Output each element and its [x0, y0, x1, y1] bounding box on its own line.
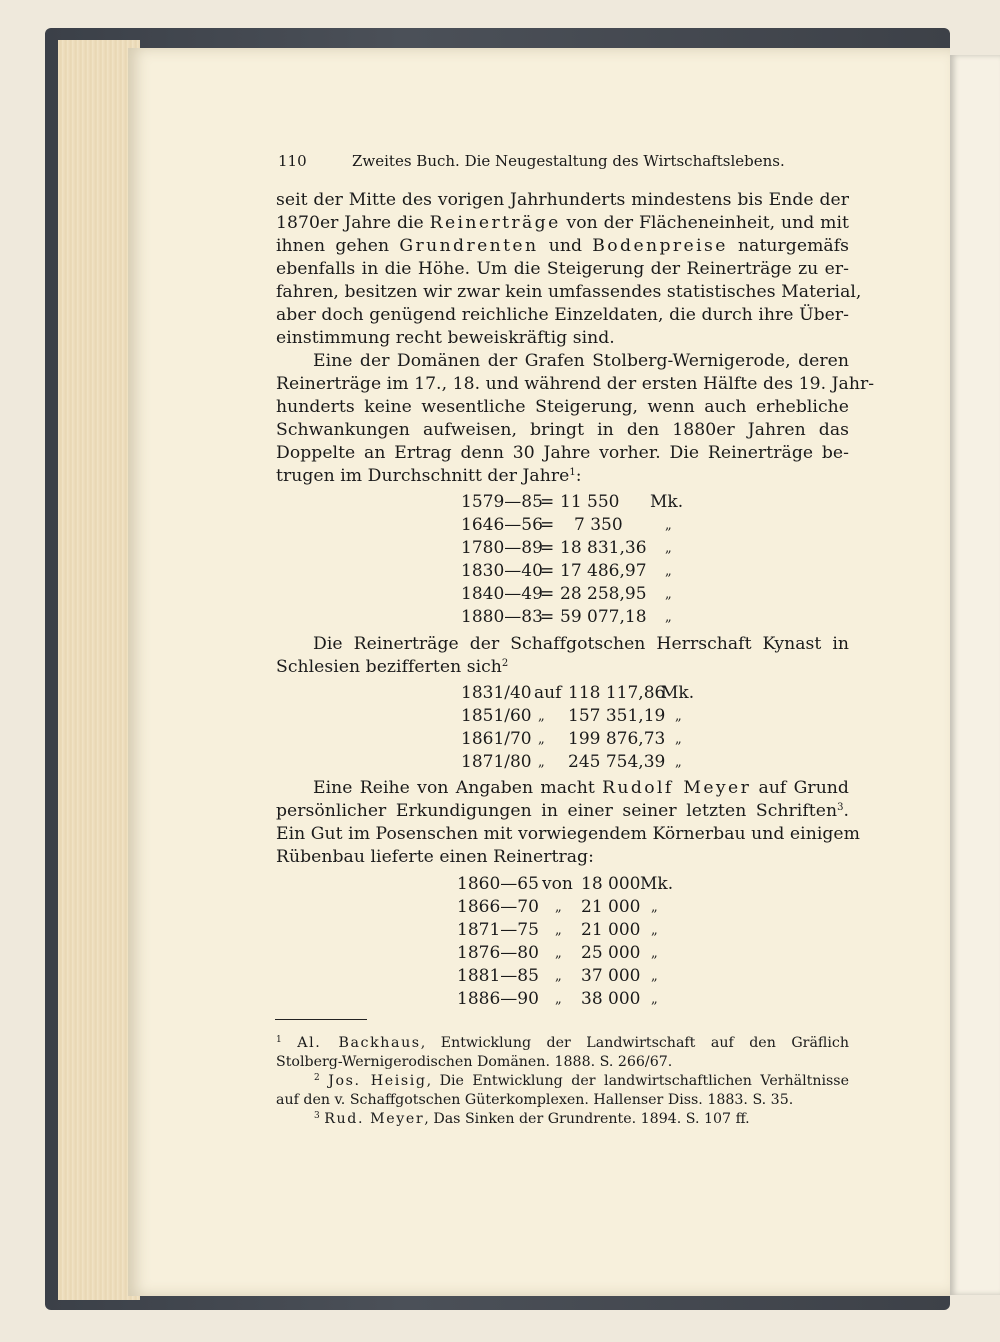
text-line: persönlicher Erkundigungen in einer seiner letzten Schriften$^3$. [276, 801, 849, 821]
footnote-2-line: $^2$ Jos. Heisig, Die Entwicklung der landwirtschaftlichen Verhältnisse [314, 1073, 849, 1089]
table-cell-value: 18 000 [581, 874, 641, 894]
text-line: aber doch genügend reichliche Einzeldaten, die durch ihre Über- [276, 305, 849, 325]
table-cell-ditto: „ [651, 946, 658, 961]
text-line: Reinerträge im 17., 18. und während der ersten Hälfte des 19. Jahr- [276, 374, 875, 394]
table-cell-period: 1871/80 [461, 752, 532, 772]
table-cell-equals: = [540, 561, 555, 581]
text-line: Eine Reihe von Angaben macht Rudolf Meyer auf Grund [313, 778, 849, 798]
footnote-1-line: Stolberg-Wernigerodischen Domänen. 1888. S. 266/67. [276, 1054, 673, 1070]
table-cell-value: 38 000 [581, 989, 641, 1009]
table-cell-value: 18 831,36 [560, 538, 647, 558]
text-line: Ein Gut im Posenschen mit vorwiegendem Körnerbau und einigem [276, 824, 860, 844]
table-cell-period: 1830—40 [461, 561, 543, 581]
table-cell-period: 1831/40 [461, 683, 532, 703]
table-cell-period: 1866—70 [457, 897, 539, 917]
table-cell-ditto: „ [651, 900, 658, 915]
table-cell-ditto: „ [651, 992, 658, 1007]
table-cell-value: 21 000 [581, 897, 641, 917]
footnote-1-line: $^1$ Al. Backhaus, Entwicklung der Landwirtschaft auf den Gräflich [276, 1035, 849, 1051]
table-cell-value: 17 486,97 [560, 561, 647, 581]
text-line: seit der Mitte des vorigen Jahrhunderts mindestens bis Ende der [276, 190, 849, 210]
running-title: Zweites Buch. Die Neugestaltung des Wirtschaftslebens. [352, 152, 785, 170]
table-cell-equals: = [540, 492, 555, 512]
table-cell-value: 199 876,73 [568, 729, 666, 749]
table-cell-ditto: „ [555, 946, 562, 961]
table-cell-ditto: „ [675, 755, 682, 770]
table-cell-ditto: „ [555, 923, 562, 938]
table-cell-ditto: „ [555, 900, 562, 915]
table-cell-ditto: „ [665, 587, 672, 602]
table-cell-period: 1860—65 [457, 874, 539, 894]
text-line: ihnen gehen Grundrenten und Bodenpreise naturgemäfs [276, 236, 849, 256]
table-cell-value: 11 550 [560, 492, 620, 512]
table-cell-value: 157 351,19 [568, 706, 666, 726]
table-cell-ditto: „ [665, 564, 672, 579]
table-cell-ditto: „ [555, 969, 562, 984]
table-cell-ditto: „ [665, 541, 672, 556]
footnote-2-line: auf den v. Schaffgotschen Güterkomplexen. Hallenser Diss. 1883. S. 35. [276, 1092, 794, 1108]
table-cell-ditto: „ [665, 518, 672, 533]
table-cell-unit: Mk. [640, 874, 674, 894]
table-cell-period: 1840—49 [461, 584, 543, 604]
table-cell-value: 28 258,95 [560, 584, 647, 604]
text-line: fahren, besitzen wir zwar kein umfassendes statistisches Material, [276, 282, 862, 302]
text-line: ebenfalls in die Höhe. Um die Steigerung der Reinerträge zu er- [276, 259, 849, 279]
table-cell-period: 1881—85 [457, 966, 539, 986]
table-cell-ditto: „ [651, 969, 658, 984]
table-cell-period: 1871—75 [457, 920, 539, 940]
table-cell-equals: = [540, 515, 555, 535]
table-cell-period: 1579—85 [461, 492, 543, 512]
table-cell-ditto: „ [538, 709, 545, 724]
text-line: trugen im Durchschnitt der Jahre$^1$: [276, 466, 582, 486]
table-cell-unit: Mk. [661, 683, 695, 703]
text-line: einstimmung recht beweiskräftig sind. [276, 328, 615, 348]
table-cell-period: 1780—89 [461, 538, 543, 558]
table-cell-period: 1861/70 [461, 729, 532, 749]
table-cell-ditto: „ [538, 755, 545, 770]
text-line: Doppelte an Ertrag denn 30 Jahre vorher. Die Reinerträge be- [276, 443, 849, 463]
table-cell-equals: = [540, 607, 555, 627]
table-cell-equals: = [540, 538, 555, 558]
table-cell-ditto: „ [665, 610, 672, 625]
facing-page-edge [950, 55, 1000, 1295]
table-cell-period: 1646—56 [461, 515, 543, 535]
footnote-3-line: $^3$ Rud. Meyer, Das Sinken der Grundrente. 1894. S. 107 ff. [314, 1111, 750, 1127]
table-cell-value: 245 754,39 [568, 752, 666, 772]
table-cell-ditto: „ [555, 992, 562, 1007]
text-line: hunderts keine wesentliche Steigerung, wenn auch erhebliche [276, 397, 849, 417]
page-number: 110 [278, 152, 307, 170]
table-cell-value: 21 000 [581, 920, 641, 940]
table-cell-value: 118 117,86 [568, 683, 666, 703]
table-cell-value: 7 350 [574, 515, 623, 535]
table-cell-ditto: „ [651, 923, 658, 938]
text-line: Schlesien bezifferten sich$^2$ [276, 657, 509, 677]
table-cell-equals: = [540, 584, 555, 604]
table-cell-ditto: „ [538, 732, 545, 747]
table-cell-unit: Mk. [650, 492, 684, 512]
text-line: 1870er Jahre die Reinerträge von der Flächeneinheit, und mit [276, 213, 850, 233]
table-cell-connector: auf [534, 683, 562, 703]
text-line: Eine der Domänen der Grafen Stolberg-Wernigerode, deren [313, 351, 849, 371]
table-cell-period: 1886—90 [457, 989, 539, 1009]
footnote-rule [275, 1019, 367, 1020]
text-line: Die Reinerträge der Schaffgotschen Herrschaft Kynast in [313, 634, 849, 654]
table-cell-value: 37 000 [581, 966, 641, 986]
text-line: Schwankungen aufweisen, bringt in den 1880er Jahren das [276, 420, 849, 440]
table-cell-connector: von [542, 874, 573, 894]
table-cell-ditto: „ [675, 709, 682, 724]
table-cell-period: 1880—83 [461, 607, 543, 627]
table-cell-period: 1851/60 [461, 706, 532, 726]
text-line: Rübenbau lieferte einen Reinertrag: [276, 847, 594, 867]
table-cell-period: 1876—80 [457, 943, 539, 963]
table-cell-ditto: „ [675, 732, 682, 747]
table-cell-value: 59 077,18 [560, 607, 647, 627]
table-cell-value: 25 000 [581, 943, 641, 963]
